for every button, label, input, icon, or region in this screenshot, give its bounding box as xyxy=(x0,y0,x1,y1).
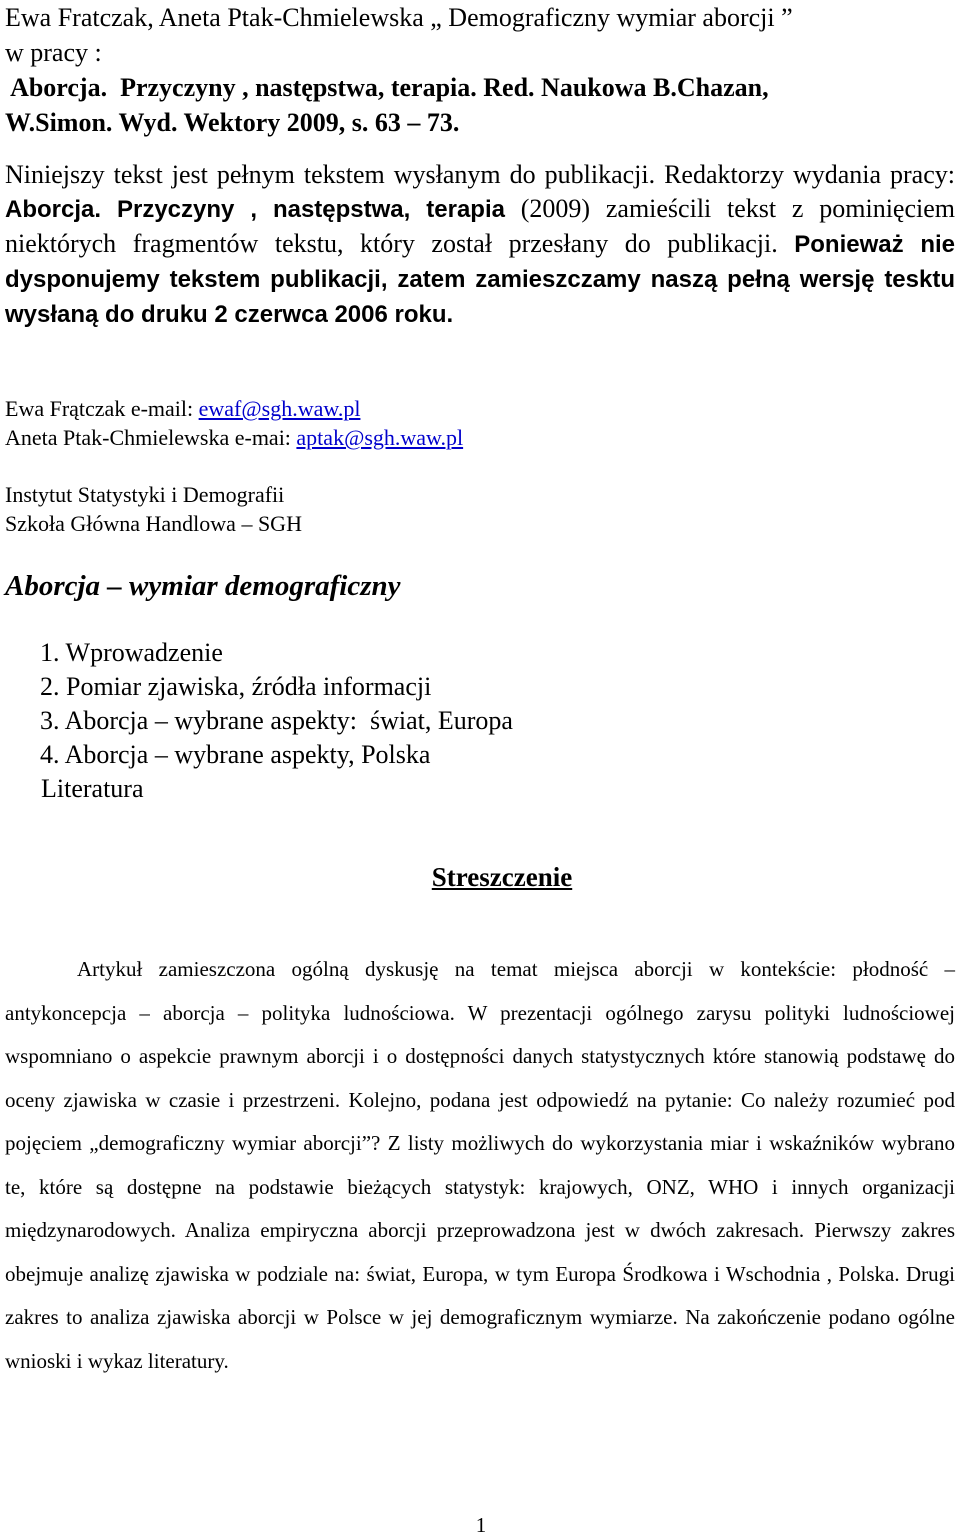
contact-label: Aneta Ptak-Chmielewska e-mai: xyxy=(5,425,297,450)
contact-line xyxy=(5,423,463,452)
email-link[interactable]: aptak@sgh.waw.pl xyxy=(296,425,464,450)
toc-label: Aborcja – wybrane aspekty, Polska xyxy=(64,740,431,769)
toc-item xyxy=(5,738,513,772)
toc-number: 3. xyxy=(40,706,60,735)
toc-number: 4. xyxy=(40,740,60,769)
toc-item xyxy=(5,670,513,704)
citation-line-3: Aborcja. Przyczyny , następstwa, terapia. Red. Naukowa B.Chazan, xyxy=(5,73,769,102)
table-of-contents xyxy=(5,636,513,806)
toc-literature: Literatura xyxy=(41,774,144,803)
abstract-text: Artykuł zamieszczona ogólną dyskusję na temat miejsca aborcji w kontekście: płodność – antykoncepcja – aborcja – polityka ludnościowa. W prezentacji ogólnego zarysu polityki ludnościowej wspomniano o aspekcie prawnym aborcji i o dostępności danych statystycznych które stanowią podstawę do oceny zjawiska w czasie i przestrzeni. Kolejno, podana jest odpowiedź na pytanie: Co należy rozumieć pod pojęciem „demograficzny wymiar aborcji”? Z listy możliwych do wykorzystania miar i wskaźników wybrano te, które są dostępne na podstawie bieżących statystyk: krajowych, ONZ, WHO i innych organizacji międzynarodowych. Analiza empiryczna aborcji przeprowadzona jest w dwóch zakresach. Pierwszy zakres obejmuje analizę zjawiska w podziale na: świat, Europa, w tym Europa Środkowa i Wschodnia , Polska. Drugi zakres to analiza zjawiska aborcji w Polsce w jej demograficznym wymiarze. Na zakończenie podano ogólne wnioski i wykaz literatury. xyxy=(5,957,955,1373)
contact-line xyxy=(5,394,463,423)
contacts-block xyxy=(5,394,463,452)
publication-notice xyxy=(5,158,955,332)
email-link[interactable]: ewaf@sgh.waw.pl xyxy=(198,396,361,421)
toc-item xyxy=(5,636,513,670)
citation-block xyxy=(5,0,945,140)
institution-block xyxy=(5,480,302,538)
page-number: 1 xyxy=(475,1513,487,1537)
notice-text-1: Niniejszy tekst jest pełnym tekstem wysłanym do publikacji. Redaktorzy wydania pracy: xyxy=(5,160,955,189)
toc-number: 1. xyxy=(40,638,60,667)
notice-statement: Ponieważ nie dysponujemy tekstem publikacji, zatem zamieszczamy naszą pełną wersję tesktu wysłaną do druku 2 czerwca 2006 roku. xyxy=(5,231,955,328)
citation-line-2: w pracy : xyxy=(5,38,102,67)
abstract-heading: Streszczenie xyxy=(431,862,573,892)
toc-number: 2. xyxy=(40,672,60,701)
toc-label: Pomiar zjawiska, źródła informacji xyxy=(66,672,432,701)
toc-label: Aborcja – wybrane aspekty: świat, Europa xyxy=(64,706,513,735)
paper-title: Aborcja – wymiar demograficzny xyxy=(5,570,401,602)
toc-item xyxy=(5,704,513,738)
citation-line-1: Ewa Fratczak, Aneta Ptak-Chmielewska „ Demograficzny wymiar aborcji ” xyxy=(5,3,793,32)
contact-label: Ewa Frątczak e-mail: xyxy=(5,396,199,421)
institution-line-2: Szkoła Główna Handlowa – SGH xyxy=(5,511,302,536)
notice-text-2: (2009) zamieścili tekst z pominięciem niektórych fragmentów tekstu, który został przesłany do publikacji. xyxy=(5,194,955,258)
institution-line-1: Instytut Statystyki i Demografii xyxy=(5,482,285,507)
citation-line-4: W.Simon. Wyd. Wektory 2009, s. 63 – 73. xyxy=(5,108,460,137)
abstract-body xyxy=(5,948,955,1383)
notice-book-title: Aborcja. Przyczyny , następstwa, terapia xyxy=(5,196,505,223)
toc-label: Wprowadzenie xyxy=(65,638,223,667)
